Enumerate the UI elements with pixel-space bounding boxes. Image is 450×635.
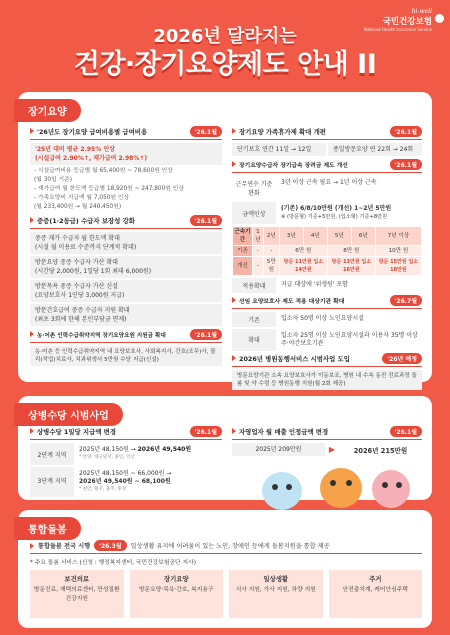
- ltc-panel: [18, 92, 432, 387]
- care-card-health: 보건의료 방문진료, 재택의료센터, 만성질환 건강지원: [30, 570, 124, 618]
- family-leave-heading: 장기요양 가족휴가제 확대 개편 '26.1월: [232, 126, 422, 137]
- care-desc: 일상생활 유지에 어려움이 있는 노인, 장애인 등에게 돌봄지원을 통합 제공: [130, 543, 330, 550]
- senior-caregiver-before: 기존 입소자 50명 이상 노인요양시설: [232, 312, 422, 327]
- ltc-tab: 장기요양: [14, 99, 81, 122]
- senior-caregiver-after: 확대 입소자 25명 이상 노인요양시설과 이용자 35명 이상 주·야간보호기관: [232, 329, 422, 351]
- sick-daily-heading: 상병수당 1일당 지급액 변경 '26.1월: [30, 426, 222, 437]
- tenure-scope-row: 적용확대 지급 대상에 '위생원' 포함: [232, 278, 422, 293]
- care-body: [30, 540, 422, 618]
- title-top: 2026년 달라지는: [153, 26, 297, 47]
- care-heading: 통합돌봄 전국 시행: [38, 543, 91, 550]
- senior-caregiver-heading: 선임 요양보호사 제도 적용 대상기관 확대 '26.7월: [232, 295, 422, 306]
- care-note: * 주요 돌봄 서비스 (신청 : 행정복지센터, 국민건강보험공단 지사): [30, 560, 196, 566]
- date-badge: '26.1월: [390, 426, 422, 437]
- ltc-severe-heading: 중증(1·2등급) 수급자 보장성 강화 '26.1월: [30, 215, 222, 226]
- mascot-orange-eye: [330, 480, 336, 486]
- logo-name: 국민건강보험: [382, 17, 432, 27]
- ltc-severe-item: 중증 재가 수급자 월 한도액 확대 (시설 월 이용료 수준까지 단계적 확대): [30, 232, 222, 254]
- mascot-pink-eye: [396, 482, 402, 488]
- ltc-rural-heading: 농·어촌 인력수급취약지역 장기요양요원 지원금 확대 '26.1월: [30, 329, 222, 340]
- arrow-right-icon: ▶: [328, 445, 336, 454]
- sick-left: [30, 426, 222, 499]
- mascot-blue-eye: [272, 484, 278, 490]
- date-badge: '26.1월: [390, 159, 422, 170]
- date-badge: '26년 예정: [382, 353, 422, 364]
- care-card-ltc: 장기요양 방문요양·목욕·간호, 복지용구: [130, 570, 224, 618]
- sick-right: [232, 426, 422, 456]
- mascot-blue: [262, 472, 302, 510]
- ltc-left: [30, 126, 222, 368]
- family-leave-short: 단기보호 연간 11일 → 12일: [232, 143, 326, 156]
- tenure-amount-row: 금액인상 (기존) 6/8/10만원 (개선) 1~2년 5만원 ※ (방문형) 기준+5만원, (입소형) 기준+8만원: [232, 202, 422, 224]
- care-card-daily: 일상생활 식사 지원, 가사 지원, 차량 지원: [229, 570, 323, 618]
- sick-panel: [18, 396, 432, 500]
- ltc-cost-heading: '26년도 장기요양 급여비용별 급여비용 '26.1월: [30, 126, 222, 137]
- sick-tab: 상병수당 시범사업: [14, 403, 123, 426]
- self-employed-heading: 자영업자 월 매출 인정금액 변경 '26.1월: [232, 426, 422, 437]
- tenure-heading: 장기요양수급자 장기급속 장려금 제도 개선 '26.1월: [232, 159, 422, 170]
- hospital-escort-box: 방문요양기관 소속 요양보호사가 이동보조, 병원 내 수속 동전 진료과정 돌봄 및 약 수령 등 병원동행 지원(월 2회 제공): [232, 370, 422, 390]
- ltc-severe-item: 방문목욕 중증 수급자 가산 신설 (요양보호사 1인당 3,000원 지급): [30, 280, 222, 302]
- hospital-escort-heading: 2026년 병원동행서비스 시범사업 도입 '26년 예정: [232, 353, 422, 364]
- page-title: 건강·장기요양제도 안내 II: [73, 49, 377, 80]
- ltc-right: [232, 126, 422, 392]
- sick-region-2: 2단계 지역 2025년 48,150원 → 2026년 49,540원 * 안양, 대구달서, 용인, 익산: [30, 443, 222, 465]
- date-badge: '26.7월: [390, 295, 422, 306]
- date-badge: '26.1월: [190, 329, 222, 340]
- ltc-rural-box: 농·어촌 등 인력수급취약지역 내 요양보호사, 사회복지사, 간호(조무)사, 물리(작업)치료사, 치과위생사 5만원 수당 지급(신설): [30, 346, 222, 366]
- ltc-cost-box: '25년 대비 평균 2.95% 인상 (시설급여 2.90%↑, 재가급여 2.98%↑): [30, 143, 222, 165]
- mascot-pink: [372, 470, 410, 508]
- care-panel: [18, 510, 432, 628]
- revenue-2026: 2026년 215만원: [353, 446, 408, 455]
- tenure-table: 근속기간 1년 2년 3년 4년 5년 6년 7년 이상 기존 - - 6만 원 8만 원 10만 원 개선 - 5만 원 방문 11만원 입소 14만원 방문 13만원 입소 16만원 방문 15만원 입소 18만원: [232, 226, 422, 276]
- ltc-severe-item: 방문간호급여 중증 수급자 지원 확대 (최초 3회에 한해 본인부담금 면제): [30, 304, 222, 326]
- revenue-2025: 2025년 209만원: [232, 443, 325, 456]
- care-tab: 통합돌봄: [14, 517, 81, 540]
- mascot-blue-eye: [286, 484, 292, 490]
- mascot-pink-eye: [382, 482, 388, 488]
- logo-sub: National Health Insurance Service: [363, 27, 432, 32]
- family-leave-day: 종일방문요양 연 22회 → 24회: [328, 143, 422, 156]
- ltc-severe-item: 방문요양 중증 수급자 가산 확대 (시간당 2,000원, 1일당 1회 최대 6,000원): [30, 256, 222, 278]
- date-badge: '26.3월: [94, 540, 126, 551]
- mascot-orange-eye: [346, 480, 352, 486]
- sick-region-3: 3단계 지역 2025년 48,150원 ~ 66,000원 → 2026년 49,540원 ~ 68,100원 * 천안, 원주, 충주, 홍성: [30, 467, 222, 497]
- mascot-orange: [320, 468, 362, 508]
- care-card-housing: 주거 안전출처계, 케어안심주택: [329, 570, 423, 618]
- date-badge: '26.1월: [190, 126, 222, 137]
- tenure-criteria-row: 근무연수 기준 완화 3년 이상 근속 필요 → 1년 이상 근속: [232, 176, 422, 200]
- date-badge: '26.1월: [390, 126, 422, 137]
- date-badge: '26.1월: [190, 426, 222, 437]
- date-badge: '26.1월: [190, 215, 222, 226]
- logo-script: hi-well: [411, 8, 432, 15]
- ltc-cost-detail: - 시설급여비용 등급별 월 65,400원 ~ 78,600원 인상 (월 30일 기준) - 재가급여 월 한도액 등급별 18,920원 ~ 247,800원 인상 - 가족요양비 지급액 월 7,050원 인상 (월 233,400원 → 월 240,450원): [34, 168, 184, 210]
